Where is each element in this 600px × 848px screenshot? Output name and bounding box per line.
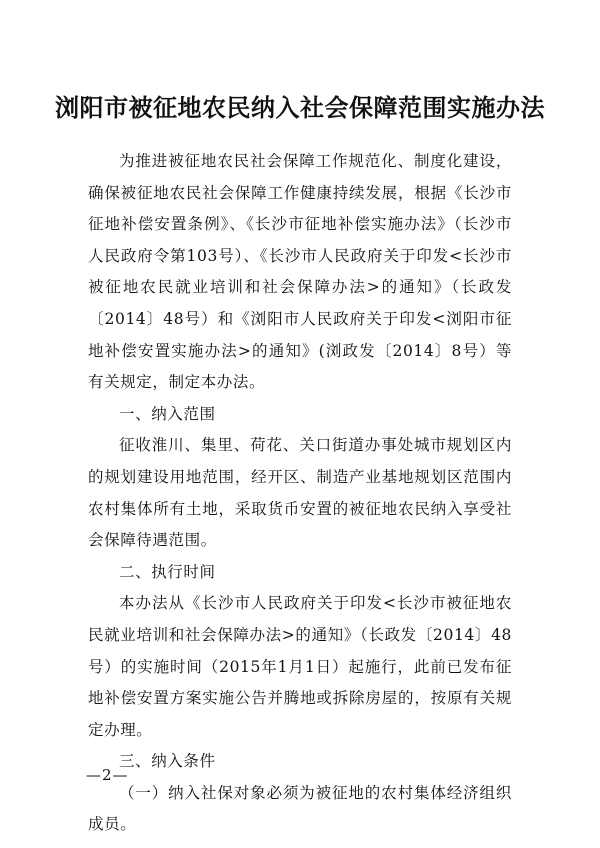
section-heading-scope: 一、纳入范围 bbox=[119, 404, 216, 423]
intro-paragraph: 为推进被征地农民社会保障工作规范化、制度化建设，确保被征地农民社会保障工作健康持续发展，根据《长沙市征地补偿安置条例》、《长沙市征地补偿实施办法》（长沙市人民政府令第103号）、《长沙市人民政府关于印发<长沙市被征地农民就业培训和社会保障办法>的通知》（长政发〔2014〕48号）和《浏阳市人民政府关于印发<浏阳市征地补偿安置实施办法>的通知》(浏政发〔2014〕8号）等有关规定，制定本办法。 bbox=[88, 152, 512, 392]
document-title: 浏阳市被征地农民纳入社会保障范围实施办法 bbox=[55, 93, 545, 122]
page-number: —2— bbox=[86, 766, 129, 784]
document-body bbox=[88, 146, 512, 841]
section-heading-effective-time: 二、执行时间 bbox=[119, 562, 216, 581]
section-text-effective-time: 本办法从《长沙市人民政府关于印发<长沙市被征地农民就业培训和社会保障办法>的通知》（长政发〔2014〕48号）的实施时间（2015年1月1日）起施行，此前已发布征地补偿安置方案实施公告并腾地或拆除房屋的，按原有关规定办理。 bbox=[88, 594, 512, 739]
section-text-scope: 征收淮川、集里、荷花、关口街道办事处城市规划区内的规划建设用地范围，经开区、制造产业基地规划区范围内农村集体所有土地，采取货币安置的被征地农民纳入享受社会保障待遇范围。 bbox=[88, 436, 512, 550]
section-text-conditions: （一）纳入社保对象必须为被征地的农村集体经济组织成员。 bbox=[88, 783, 512, 834]
section-heading-conditions: 三、纳入条件 bbox=[119, 752, 216, 771]
